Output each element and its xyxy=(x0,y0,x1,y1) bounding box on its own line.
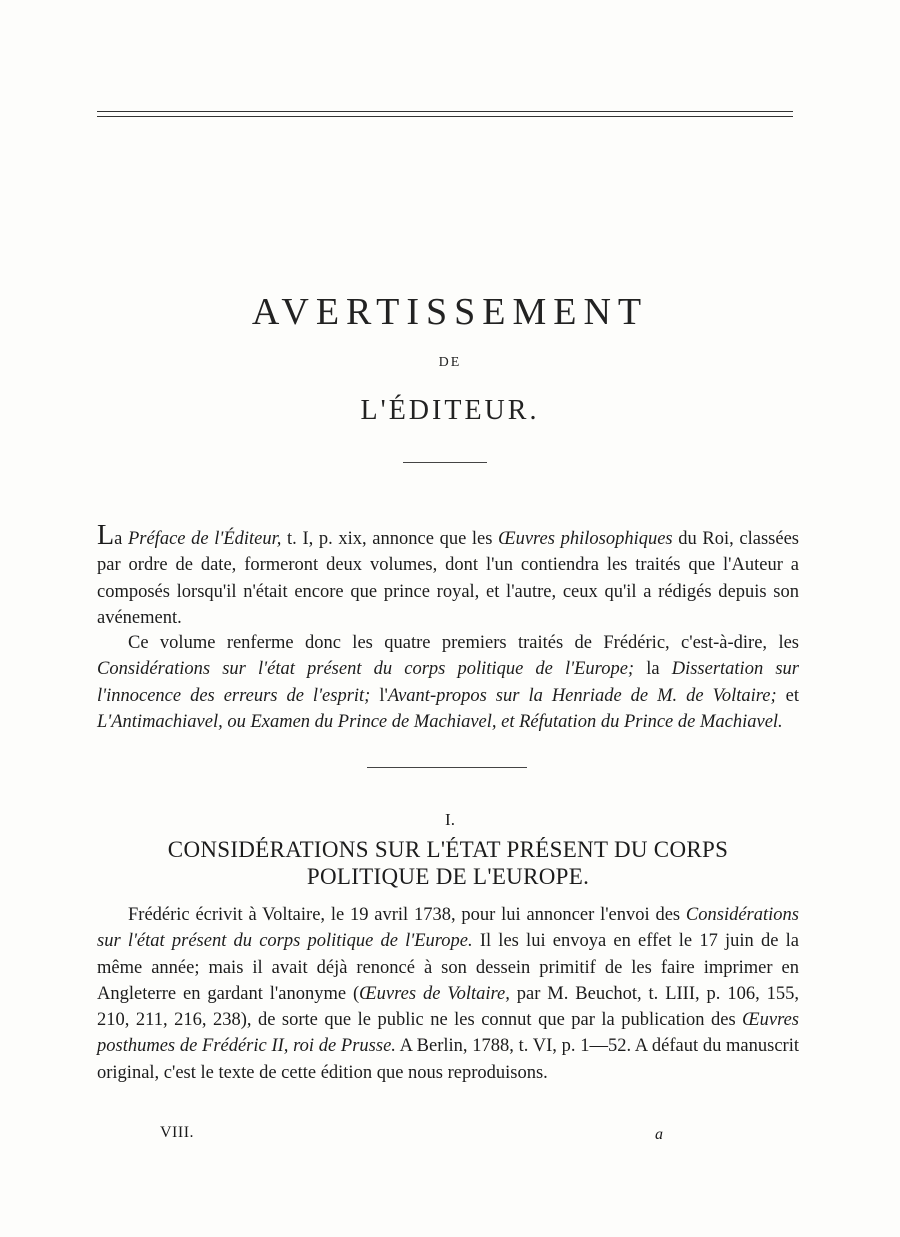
italic-title: Préface de l'Éditeur, xyxy=(127,529,282,549)
paragraph-text: A Berlin, 1788, t. VI, p. 1—52. A défaut du manuscrit original, c'est le texte de cette édition que nous reproduisons. xyxy=(97,1036,799,1083)
section-title xyxy=(97,836,799,890)
paragraph-text: a xyxy=(114,529,128,549)
italic-title: Œuvres philosophiques xyxy=(498,529,673,549)
paragraph-text: Frédéric écrivit à Voltaire, le 19 avril 1738, pour lui annoncer l'envoi des xyxy=(128,905,686,925)
paragraph-text: par M. Beuchot, t. LIII, p. 106, 155, 210, 211, 216, 238), de sorte que le public ne les connut que par la publication des xyxy=(97,983,799,1031)
paragraph-text: et xyxy=(776,685,799,706)
paragraph-text: l' xyxy=(370,685,388,706)
top-double-rule xyxy=(97,111,793,117)
paragraph-text: Ce volume renferme donc les quatre premiers traités de Frédéric, c'est-à-dire, les xyxy=(128,633,799,653)
title-avertissement: AVERTISSEMENT xyxy=(251,291,649,333)
paragraph-preface xyxy=(97,522,799,631)
italic-title: Œuvres posthumes de Frédéric II, roi de Prusse. xyxy=(97,1010,799,1057)
italic-title: L'Antimachiavel, ou Examen du Prince de Machiavel, et Réfutation du Prince de Machiavel. xyxy=(97,711,783,732)
italic-title: Considérations sur l'état présent du corps politique de l'Europe; xyxy=(97,659,635,680)
section-number: I. xyxy=(445,810,455,829)
italic-title: Dissertation sur l'innocence des erreurs de l'esprit; xyxy=(97,659,799,706)
italic-title: Avant-propos sur la Henriade de M. de Voltaire; xyxy=(387,685,777,706)
italic-title: Œuvres de Voltaire, xyxy=(359,983,510,1004)
section-title-line: POLITIQUE DE L'EUROPE. xyxy=(306,864,590,889)
section-separator-rule xyxy=(367,767,527,768)
paragraph-text: du Roi, classées par ordre de date, formeront deux volumes, dont l'un contiendra les traités que l'Auteur a composés lorsqu'il n'était encore que prince royal, et l'autre, ceux qu'il a rédigés depuis son avénement. xyxy=(97,529,799,628)
paragraph-text: t. I, p. xix, annonce que les xyxy=(281,529,499,549)
volume-number: VIII. xyxy=(160,1124,195,1141)
title-separator-rule xyxy=(403,462,487,463)
section-title-line: CONSIDÉRATIONS SUR L'ÉTAT PRÉSENT DU CORPS xyxy=(167,837,729,862)
drop-cap: L xyxy=(97,520,115,551)
italic-title: Considérations sur l'état présent du corps politique de l'Europe. xyxy=(97,905,799,952)
signature-mark: a xyxy=(655,1126,663,1143)
paragraph-considerations xyxy=(97,902,799,1086)
paragraph-text: Il les lui envoya en effet le 17 juin de la même année; mais il avait déjà renoncé à son dessein primitif de les faire imprimer en Angleterre en gardant l'anonyme ( xyxy=(97,931,799,1004)
paragraph-text: la xyxy=(634,659,672,680)
title-de: DE xyxy=(438,355,462,370)
paragraph-volume-contents xyxy=(97,630,799,735)
title-editeur: L'ÉDITEUR. xyxy=(360,395,540,426)
